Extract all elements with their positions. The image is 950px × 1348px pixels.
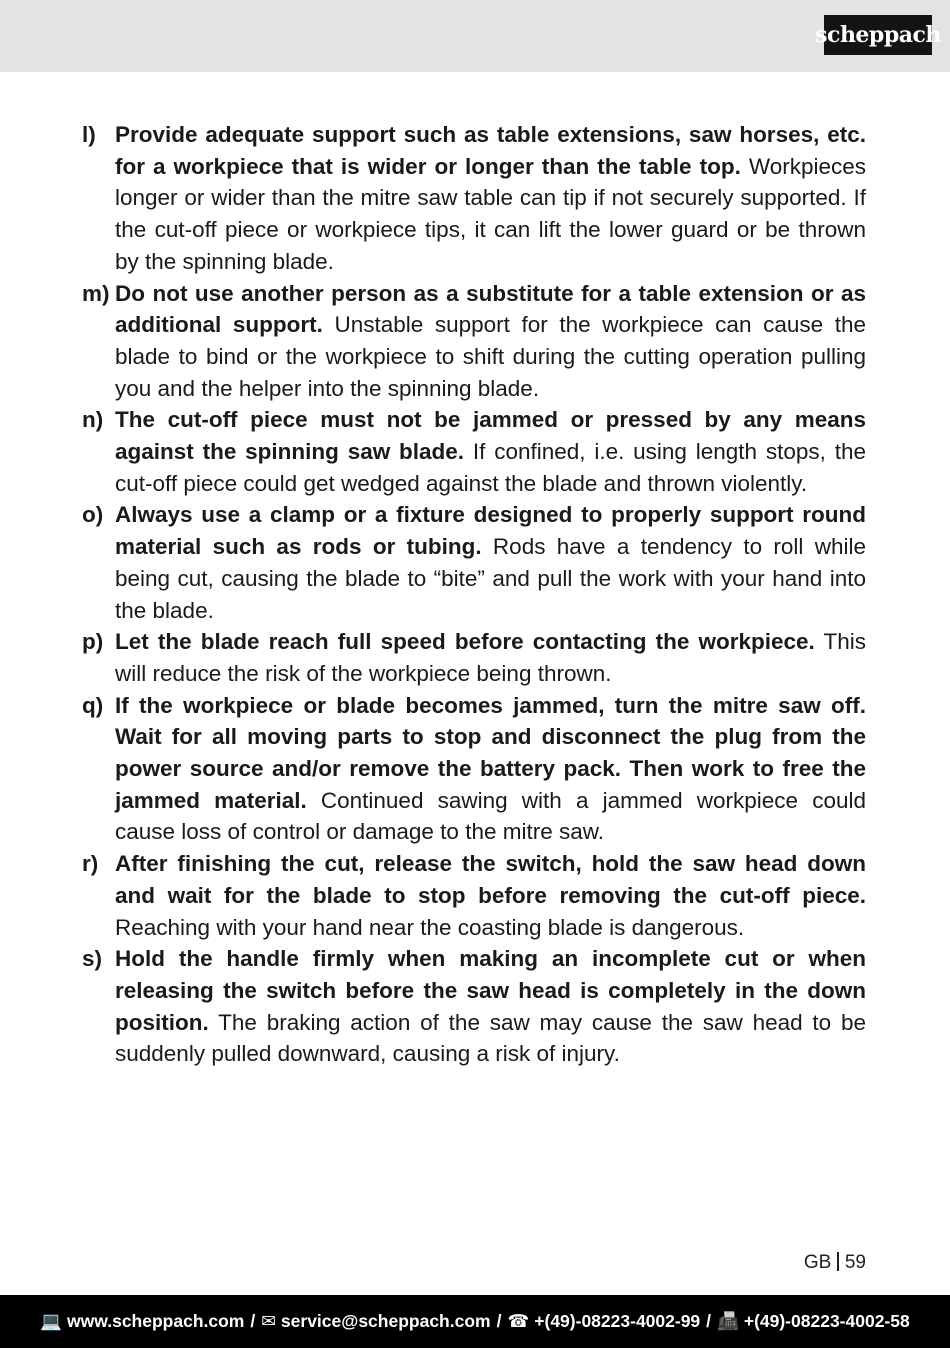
item-warning: If the workpiece or blade becomes jammed, turn the mitre saw off. Wait for all moving parts to stop and disconnect the plug from the power source and/or remove the battery pack. Then work to free the jammed material. <box>115 692 866 813</box>
item-marker: m) <box>82 280 110 306</box>
list-item <box>82 690 866 849</box>
item-marker: o) <box>82 502 104 528</box>
item-body <box>115 119 866 278</box>
scheppach-logo: scheppach <box>824 15 932 55</box>
footer-separator: / <box>250 1311 256 1331</box>
list-item <box>82 943 866 1070</box>
email-icon: ✉ <box>261 1311 276 1331</box>
item-warning: Provide adequate support such as table extensions, saw horses, etc. for a workpiece that is wider or longer than the table top. <box>115 122 866 179</box>
item-explanation: The braking action of the saw may cause the saw head to be suddenly pulled downward, causing a risk of injury. <box>115 1009 866 1067</box>
item-warning: Hold the handle firmly when making an incomplete cut or when releasing the switch before the saw head is completely in the down position. <box>115 946 866 1035</box>
page-language: GB <box>803 1252 832 1273</box>
item-body <box>115 278 866 405</box>
item-explanation: Reaching with your hand near the coasting blade is dangerous. <box>115 914 745 940</box>
list-item <box>82 848 866 943</box>
item-body <box>115 690 866 849</box>
page-number <box>804 1252 866 1274</box>
header-band <box>0 0 950 72</box>
item-marker: r) <box>82 851 99 877</box>
footer-fax: +(49)-08223-4002-58 <box>743 1311 910 1331</box>
list-item <box>82 499 866 626</box>
footer-separator: / <box>496 1311 502 1331</box>
item-marker: p) <box>82 629 104 655</box>
item-body <box>115 499 866 626</box>
list-item <box>82 404 866 499</box>
item-explanation: Unstable support for the workpiece can cause the blade to bind or the workpiece to shift during the cutting operation pulling you and the helper into the spinning blade. <box>115 312 866 401</box>
item-marker: q) <box>82 692 104 718</box>
computer-icon: 💻 <box>40 1311 63 1331</box>
item-body <box>115 943 866 1070</box>
item-warning: After finishing the cut, release the switch, hold the saw head down and wait for the blade to stop before removing the cut-off piece. <box>115 851 866 908</box>
instructions-list <box>82 119 866 1070</box>
item-warning: Do not use another person as a substitute for a table extension or as additional support. <box>115 280 866 338</box>
item-explanation: Continued sawing with a jammed workpiece could cause loss of control or damage to the mitre saw. <box>115 787 866 845</box>
list-item <box>82 626 866 689</box>
page-number-value: 59 <box>844 1252 866 1273</box>
item-explanation: Workpieces longer or wider than the mitre saw table can tip if not securely supported. If the cut-off piece or workpiece tips, it can lift the lower guard or be thrown by the spinning blade. <box>115 153 866 274</box>
item-body <box>115 848 866 943</box>
item-marker: s) <box>82 946 103 972</box>
item-warning: Always use a clamp or a fixture designed to properly support round material such as rods or tubing. <box>115 502 866 560</box>
list-item <box>82 278 866 405</box>
item-body <box>115 404 866 499</box>
item-warning: Let the blade reach full speed before contacting the workpiece. <box>115 629 815 655</box>
footer-email-link[interactable]: service@scheppach.com <box>280 1311 491 1331</box>
page-number-divider <box>837 1252 839 1271</box>
item-marker: n) <box>82 407 104 433</box>
list-item <box>82 119 866 278</box>
item-explanation: This will reduce the risk of the workpiece being thrown. <box>115 629 866 686</box>
item-marker: l) <box>82 122 96 147</box>
phone-icon: ☎ <box>507 1311 530 1331</box>
footer-contact-bar <box>0 1295 950 1348</box>
fax-icon: 📠 <box>717 1311 739 1331</box>
item-explanation: Rods have a tendency to roll while being cut, causing the blade to “bite” and pull the work with your hand into the blade. <box>115 534 866 623</box>
item-warning: The cut-off piece must not be jammed or pressed by any means against the spinning saw blade. <box>115 407 866 465</box>
footer-website-link[interactable]: www.scheppach.com <box>67 1311 245 1331</box>
footer-phone: +(49)-08223-4002-99 <box>534 1311 701 1331</box>
footer-separator: / <box>706 1311 712 1331</box>
item-body <box>115 626 866 689</box>
item-explanation: If confined, i.e. using length stops, the cut-off piece could get wedged against the blade and thrown violently. <box>115 439 866 496</box>
